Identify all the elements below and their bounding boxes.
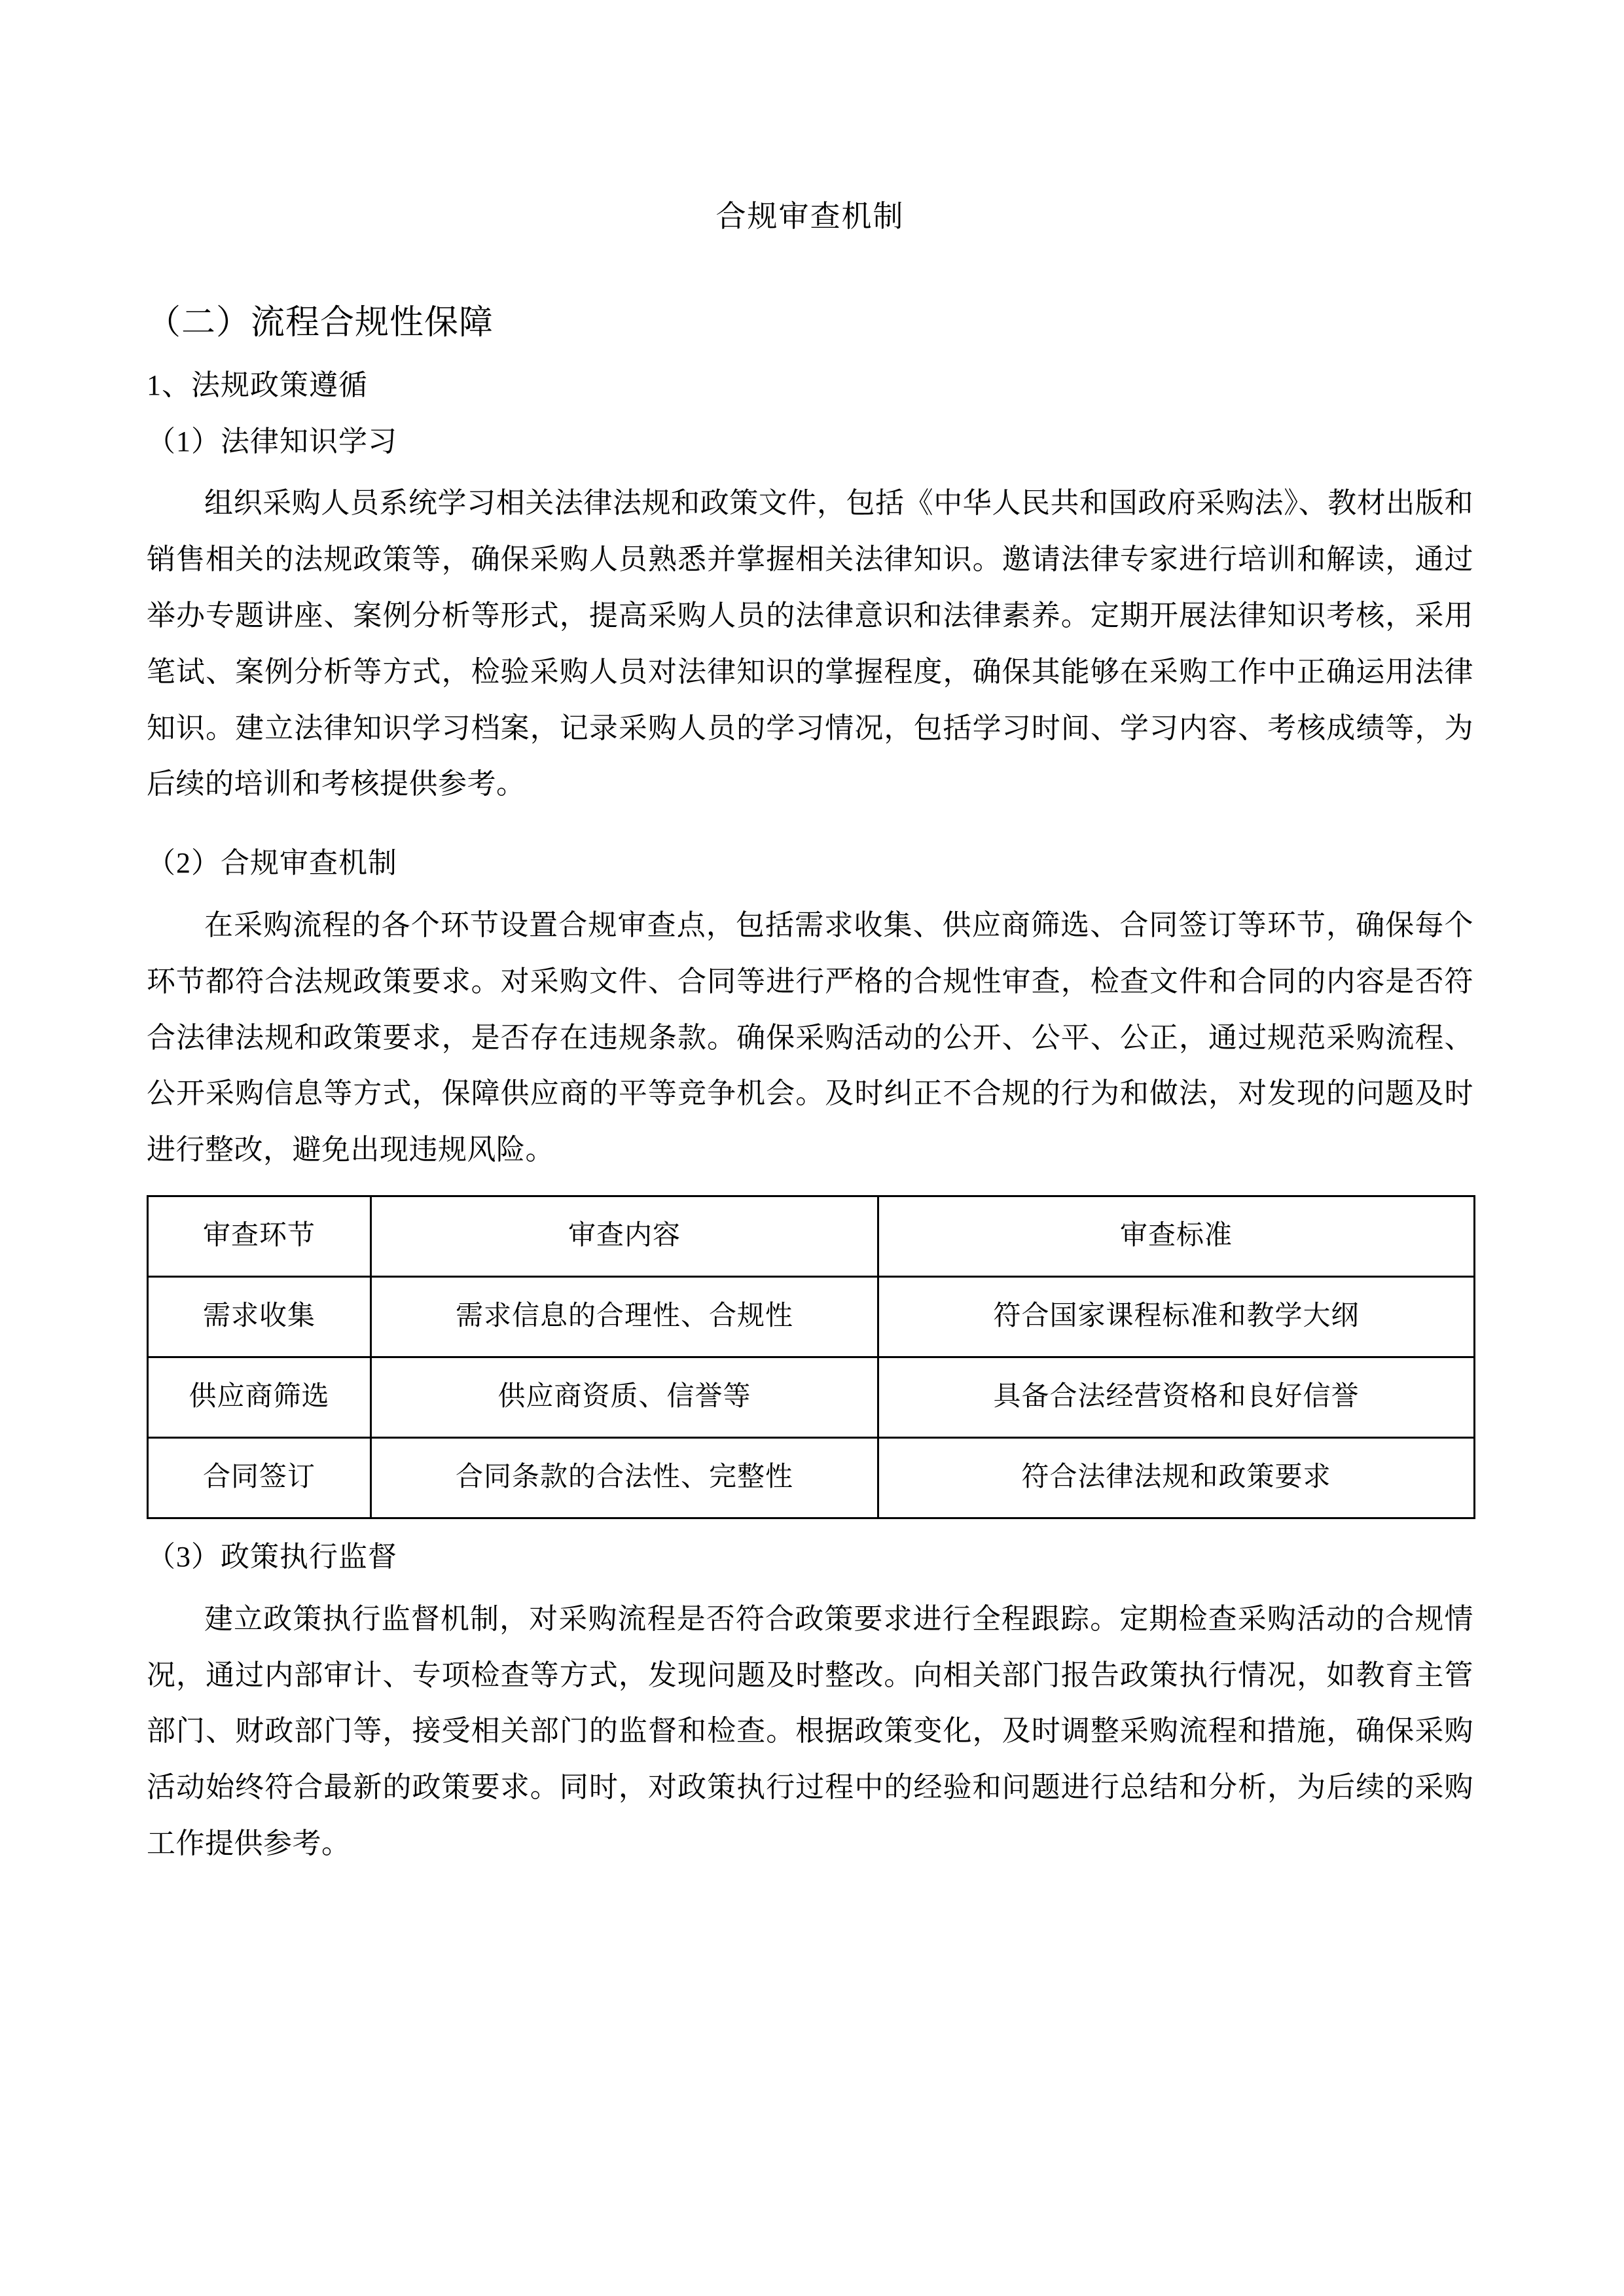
- paragraph-legal-knowledge-learning: 组织采购人员系统学习相关法律法规和政策文件，包括《中华人民共和国政府采购法》、教材出版和销售相关的法规政策等，确保采购人员熟悉并掌握相关法律知识。邀请法律专家进行培训和解读，通过举办专题讲座、案例分析等形式，提高采购人员的法律意识和法律素养。定期开展法律知识考核，采用笔试、案例分析等方式，检验采购人员对法律知识的掌握程度，确保其能够在采购工作中正确运用法律知识。建立法律知识学习档案，记录采购人员的学习情况，包括学习时间、学习内容、考核成绩等，为后续的培训和考核提供参考。: [147, 487, 1473, 800]
- cell-standard: 具备合法经营资格和良好信誉: [878, 1357, 1475, 1438]
- table-header-standard: 审查标准: [878, 1196, 1475, 1277]
- cell-content: 合同条款的合法性、完整性: [371, 1438, 878, 1518]
- cell-standard: 符合法律法规和政策要求: [878, 1438, 1475, 1518]
- cell-content: 供应商资质、信誉等: [371, 1357, 878, 1438]
- section-heading: （二）流程合规性保障: [147, 304, 494, 342]
- cell-stage: 需求收集: [148, 1277, 371, 1357]
- cell-standard: 符合国家课程标准和教学大纲: [878, 1277, 1475, 1357]
- table-header-row: [148, 1196, 1475, 1277]
- subsection-heading: 1、法规政策遵循: [147, 368, 368, 401]
- table-header-content: 审查内容: [371, 1196, 878, 1277]
- paragraph-policy-execution-supervision: 建立政策执行监督机制，对采购流程是否符合政策要求进行全程跟踪。定期检查采购活动的合规情况，通过内部审计、专项检查等方式，发现问题及时整改。向相关部门报告政策执行情况，如教育主管部门、财政部门等，接受相关部门的监督和检查。根据政策变化，及时调整采购流程和措施，确保采购活动始终符合最新的政策要求。同时，对政策执行过程中的经验和问题进行总结和分析，为后续的采购工作提供参考。: [147, 1602, 1473, 1860]
- paragraph-compliance-review-mechanism: 在采购流程的各个环节设置合规审查点，包括需求收集、供应商筛选、合同签订等环节，确保每个环节都符合法规政策要求。对采购文件、合同等进行严格的合规性审查，检查文件和合同的内容是否符合法律法规和政策要求，是否存在违规条款。确保采购活动的公开、公平、公正，通过规范采购流程、公开采购信息等方式，保障供应商的平等竞争机会。及时纠正不合规的行为和做法，对发现的问题及时进行整改，避免出现违规风险。: [147, 909, 1473, 1166]
- item-heading-legal-knowledge-learning: （1）法律知识学习: [147, 425, 397, 457]
- table-row: [148, 1277, 1475, 1357]
- cell-stage: 合同签订: [148, 1438, 371, 1518]
- cell-content: 需求信息的合理性、合规性: [371, 1277, 878, 1357]
- table-row: [148, 1357, 1475, 1438]
- table-row: [148, 1438, 1475, 1518]
- page-title: 合规审查机制: [715, 200, 905, 233]
- review-table: [147, 1195, 1475, 1519]
- item-heading-policy-execution-supervision: （3）政策执行监督: [147, 1541, 397, 1573]
- item-heading-compliance-review-mechanism: （2）合规审查机制: [147, 847, 397, 880]
- table-header-stage: 审查环节: [148, 1196, 371, 1277]
- cell-stage: 供应商筛选: [148, 1357, 371, 1438]
